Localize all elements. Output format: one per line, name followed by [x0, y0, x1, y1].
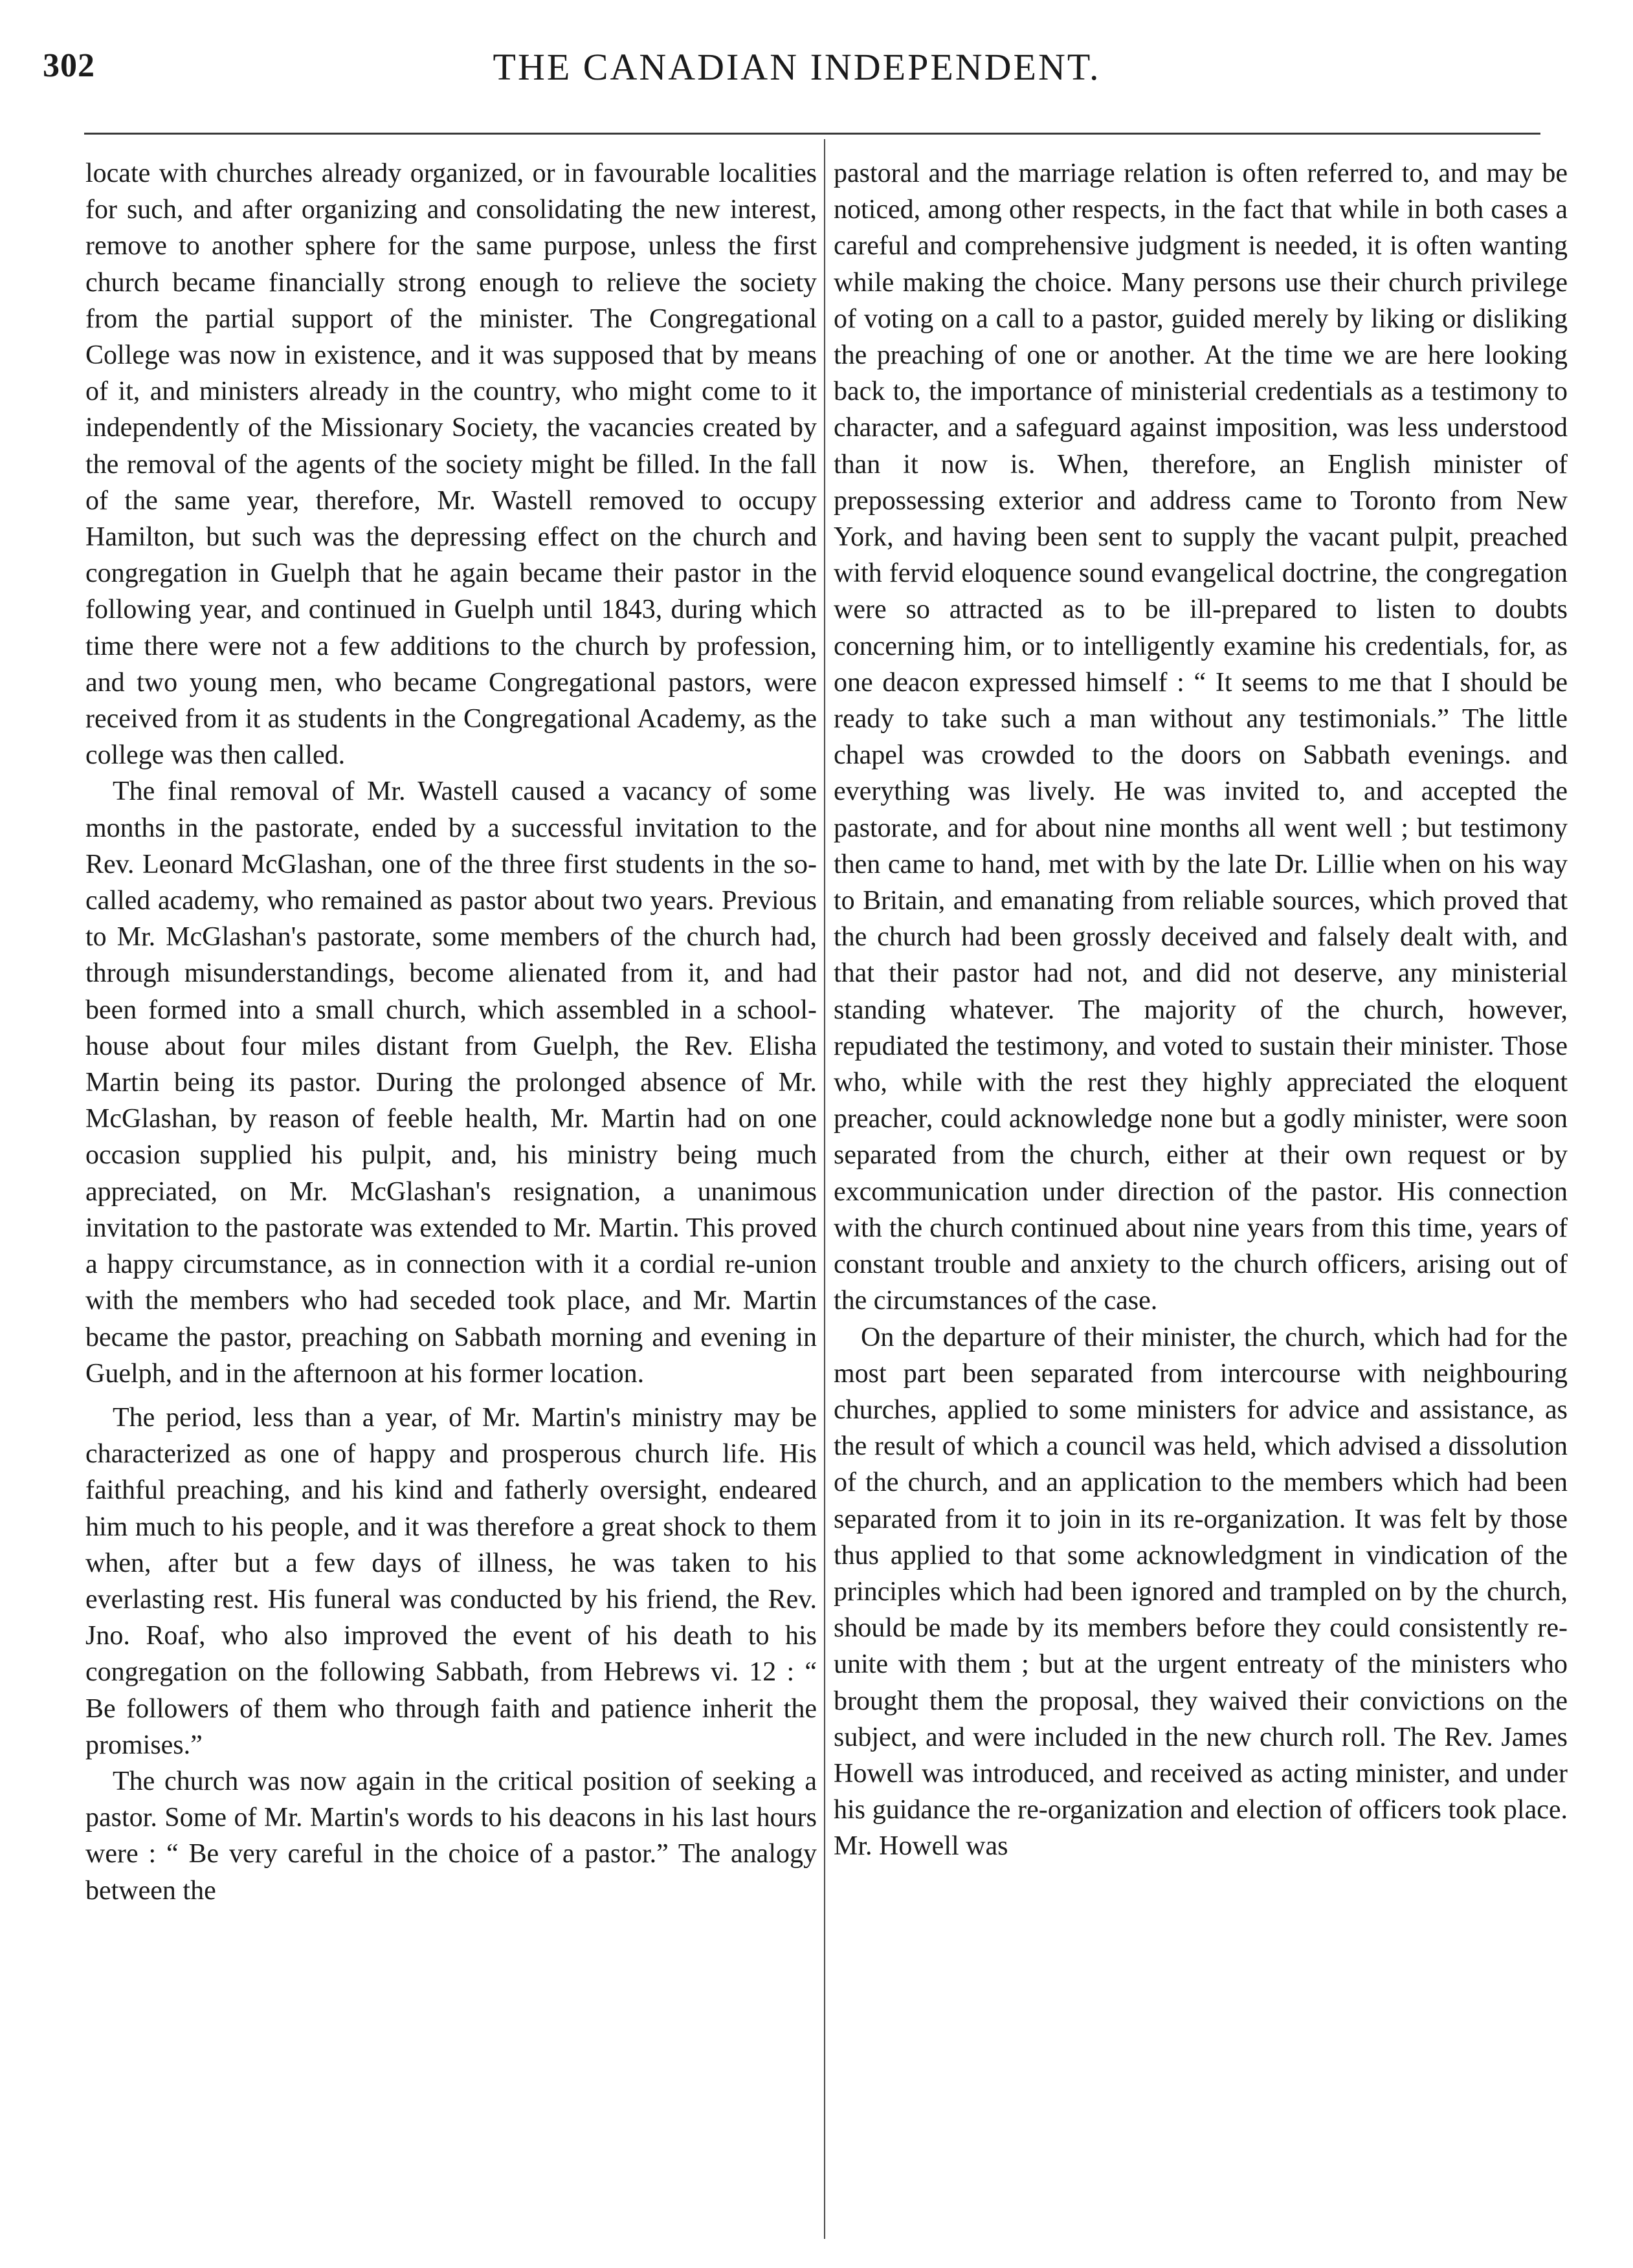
page-number: 302	[43, 47, 95, 84]
paragraph: On the departure of their minister, the church, which had for the most part been separated from intercourse with neighbouring churches, applied to some ministers for advice and assistance, as the result of which a council was held, which advised a dissolution of the church, and an application to the members which had been separated from it to join in its re-organization. It was felt by those thus applied to that some acknowledgment in vindication of the principles which had been ignored and trampled on by the church, should be made by its members before they could consistently re-unite with them ; but at the urgent entreaty of the ministers who brought them the proposal, they waived their convictions on the subject, and were included in the new church roll. The Rev. James Howell was introduced, and received as acting minister, and under his guidance the re-organization and election of officers took place. Mr. Howell was	[834, 1322, 1568, 1862]
right-column	[834, 155, 1568, 1865]
paragraph: The church was now again in the critical position of seeking a pastor. Some of Mr. Martin's words to his deacons in his last hours were : “ Be very careful in the choice of a pastor.” The analogy between the	[85, 1766, 817, 1906]
journal-title: THE CANADIAN INDEPENDENT.	[493, 46, 1101, 88]
paragraph: The period, less than a year, of Mr. Martin's ministry may be characterized as one of happy and prosperous church life. His faithful preaching, and his kind and fatherly oversight, endeared him much to his people, and it was therefore a great shock to them when, after but a few days of illness, he was taken to his everlasting rest. His funeral was conducted by his friend, the Rev. Jno. Roaf, who also improved the event of his death to his congregation on the following Sabbath, from Hebrews vi. 12 : “ Be followers of them who through faith and patience inherit the promises.”	[85, 1402, 817, 1760]
paragraph: pastoral and the marriage relation is often referred to, and may be noticed, among other respects, in the fact that while in both cases a careful and comprehensive judgment is needed, it is often wanting while making the choice. Many persons use their church privilege of voting on a call to a pastor, guided merely by liking or disliking the preaching of one or another. At the time we are here looking back to, the importance of ministerial credentials as a testimony to character, and a safeguard against imposition, was less understood than it now is. When, therefore, an English minister of prepossessing exterior and address came to Toronto from New York, and having been sent to supply the vacant pulpit, preached with fervid eloquence sound evangelical doctrine, the congregation were so attracted as to be ill-prepared to listen to doubts concerning him, or to intelligently examine his credentials, for, as one deacon expressed himself : “ It seems to me that I should be ready to take such a man without any testimonials.” The little chapel was crowded to the doors on Sabbath evenings. and everything was lively. He was invited to, and accepted the pastorate, and for about nine months all went well ; but testimony then came to hand, met with by the late Dr. Lillie when on his way to Britain, and emanating from reliable sources, which proved that the church had been grossly deceived and falsely dealt with, and that their pastor had not, and did not deserve, any ministerial standing whatever. The majority of the church, however, repudiated the testimony, and voted to sustain their minister. Those who, while with the rest they highly appreciated the eloquent preacher, could acknowledge none but a godly minister, were soon separated from the church, either at their own request or by excommunication under direction of the pastor. His connection with the church continued about nine years from this time, years of constant trouble and anxiety to the church officers, arising out of the circumstances of the case.	[834, 159, 1568, 1316]
page-header	[43, 43, 1551, 101]
column-divider	[824, 139, 825, 2239]
left-column	[85, 155, 817, 1909]
header-rule	[84, 133, 1540, 135]
paragraph: locate with churches already organized, or in favourable localities for such, and after organizing and consolidating the new interest, remove to another sphere for the same purpose, unless the first church became financially strong enough to relieve the society from the partial support of the minister. The Congregational College was now in existence, and it was supposed that by means of it, and ministers already in the country, who might come to it independently of the Missionary Society, the vacancies created by the removal of the agents of the society might be filled. In the fall of the same year, therefore, Mr. Wastell removed to occupy Hamilton, but such was the depressing effect on the church and congregation in Guelph that he again became their pastor in the following year, and continued in Guelph until 1843, during which time there were not a few additions to the church by profession, and two young men, who became Congregational pastors, were received from it as students in the Congregational Academy, as the college was then called.	[85, 159, 817, 771]
paragraph: The final removal of Mr. Wastell caused a vacancy of some months in the pastorate, ended by a successful invitation to the Rev. Leonard McGlashan, one of the three first students in the so-called academy, who remained as pastor about two years. Previous to Mr. McGlashan's pastorate, some members of the church had, through misunderstandings, become alienated from it, and had been formed into a small church, which assembled in a school-house about four miles distant from Guelph, the Rev. Elisha Martin being its pastor. During the prolonged absence of Mr. McGlashan, by reason of feeble health, Mr. Martin had on one occasion supplied his pulpit, and, his ministry being much appreciated, on Mr. McGlashan's resignation, a unanimous invitation to the pastorate was extended to Mr. Martin. This proved a happy circumstance, as in connection with it a cordial re-union with the members who had seceded took place, and Mr. Martin became the pastor, preaching on Sabbath morning and evening in Guelph, and in the afternoon at his former location.	[85, 776, 817, 1389]
